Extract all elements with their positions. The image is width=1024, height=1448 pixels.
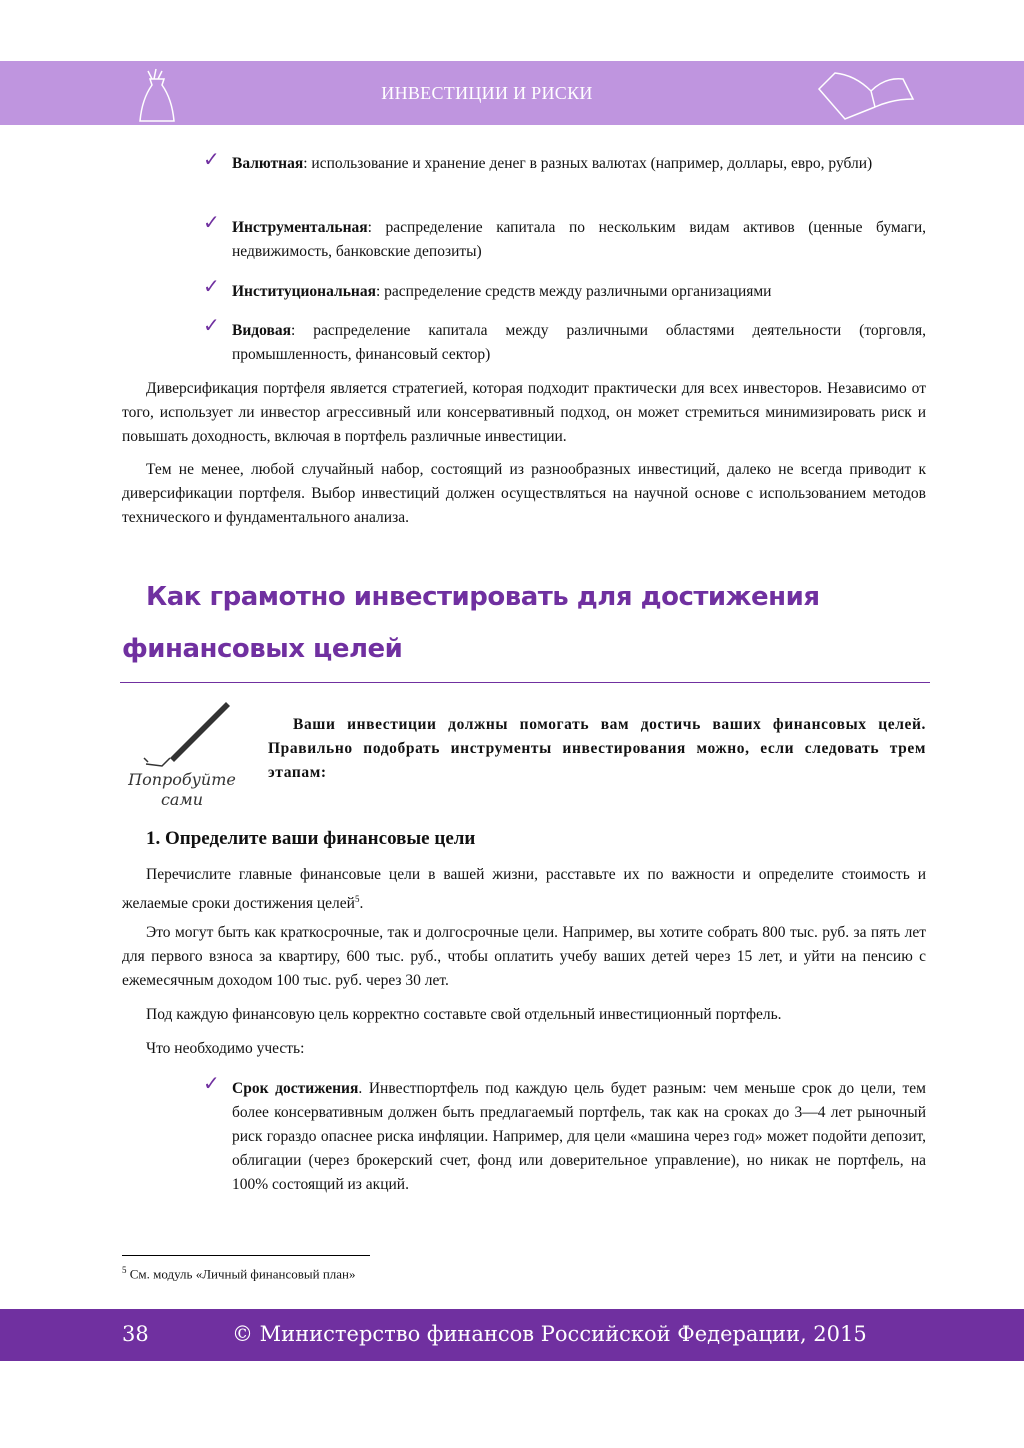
check-icon: ✓ [203, 149, 220, 171]
pen-icon [140, 700, 235, 770]
paragraph: Тем не менее, любой случайный набор, состоящий из разнообразных инвестиций, далеко не всегда приводит к диверсификации портфеля. Выбор инвестиций должен осуществляться на научной основе с использованием методов технического и фундаментального анализа. [122, 461, 926, 526]
bullet-item: Институциональная: распределение средств между различными организациями [232, 283, 772, 300]
footnote-divider [122, 1255, 370, 1256]
paragraph: Что необходимо учесть: [146, 1040, 305, 1057]
check-icon: ✓ [203, 1073, 220, 1095]
bullet-item: Валютная: использование и хранение денег в разных валютах (например, доллары, евро, рубли) [232, 155, 873, 172]
section-title-line2: финансовых целей [122, 634, 403, 664]
check-icon: ✓ [203, 315, 220, 337]
paragraph: Это могут быть как краткосрочные, так и долгосрочные цели. Например, вы хотите собрать 800 тыс. руб. за пять лет для первого взноса за квартиру, 600 тыс. руб., чтобы оплатить учебу ваших детей через 15 лет, и уйти на пенсию с ежемесячным доходом 100 тыс. руб. через 30 лет. [122, 924, 926, 989]
open-book-icon [815, 69, 915, 121]
page-number: 38 [122, 1322, 149, 1346]
intro-text: Ваши инвестиции должны помогать вам достичь ваших финансовых целей. Правильно подобрать инструменты инвестирования можно, если следовать трем этапам: [268, 716, 926, 781]
bullet-item: Срок достижения. Инвестпортфель под каждую цель будет разным: чем меньше срок до цели, тем более консервативным должен быть предлагаемый портфель, так как на сроках до 3—4 лет рыночный риск гораздо опаснее риска инфляции. Например, для цели «машина через год» может подойти депозит, облигации (через брокерский счет, фонд или доверительное управление), но никак не портфель, на 100% состоящий из акций. [232, 1080, 926, 1193]
check-icon: ✓ [203, 276, 220, 298]
paragraph: Под каждую финансовую цель корректно составьте свой отдельный инвестиционный портфель. [146, 1006, 782, 1023]
paragraph: Диверсификация портфеля является стратегией, которая подходит практически для всех инвесторов. Независимо от того, использует ли инвестор агрессивный или консервативный подход, он может стремиться минимизировать риск и повышать доходность, включая в портфель различные инвестиции. [122, 380, 926, 445]
copyright: © Министерство финансов Российской Федерации, 2015 [232, 1322, 867, 1346]
bullet-item: Видовая: распределение капитала между различными областями деятельности (торговля, промышленность, финансовый сектор) [232, 322, 926, 363]
footnote: $^5$ См. модуль «Личный финансовый план» [122, 1265, 356, 1282]
page-header [0, 61, 1024, 125]
step-heading: 1. Определите ваши финансовые цели [146, 828, 476, 849]
page-footer [0, 1309, 1024, 1361]
bullet-item: Инструментальная: распределение капитала по нескольким видам активов (ценные бумаги, недвижимость, банковские депозиты) [232, 219, 926, 260]
header-title: ИНВЕСТИЦИИ И РИСКИ [381, 83, 593, 103]
section-title-line1: Как грамотно инвестировать для достижения [146, 582, 820, 612]
section-divider [120, 682, 930, 683]
try-yourself-label: Попробуйте сами [128, 770, 236, 809]
check-icon: ✓ [203, 212, 220, 234]
paragraph: Перечислите главные финансовые цели в вашей жизни, расставьте их по важности и определите стоимость и желаемые сроки достижения целей$^5$. [122, 866, 926, 913]
